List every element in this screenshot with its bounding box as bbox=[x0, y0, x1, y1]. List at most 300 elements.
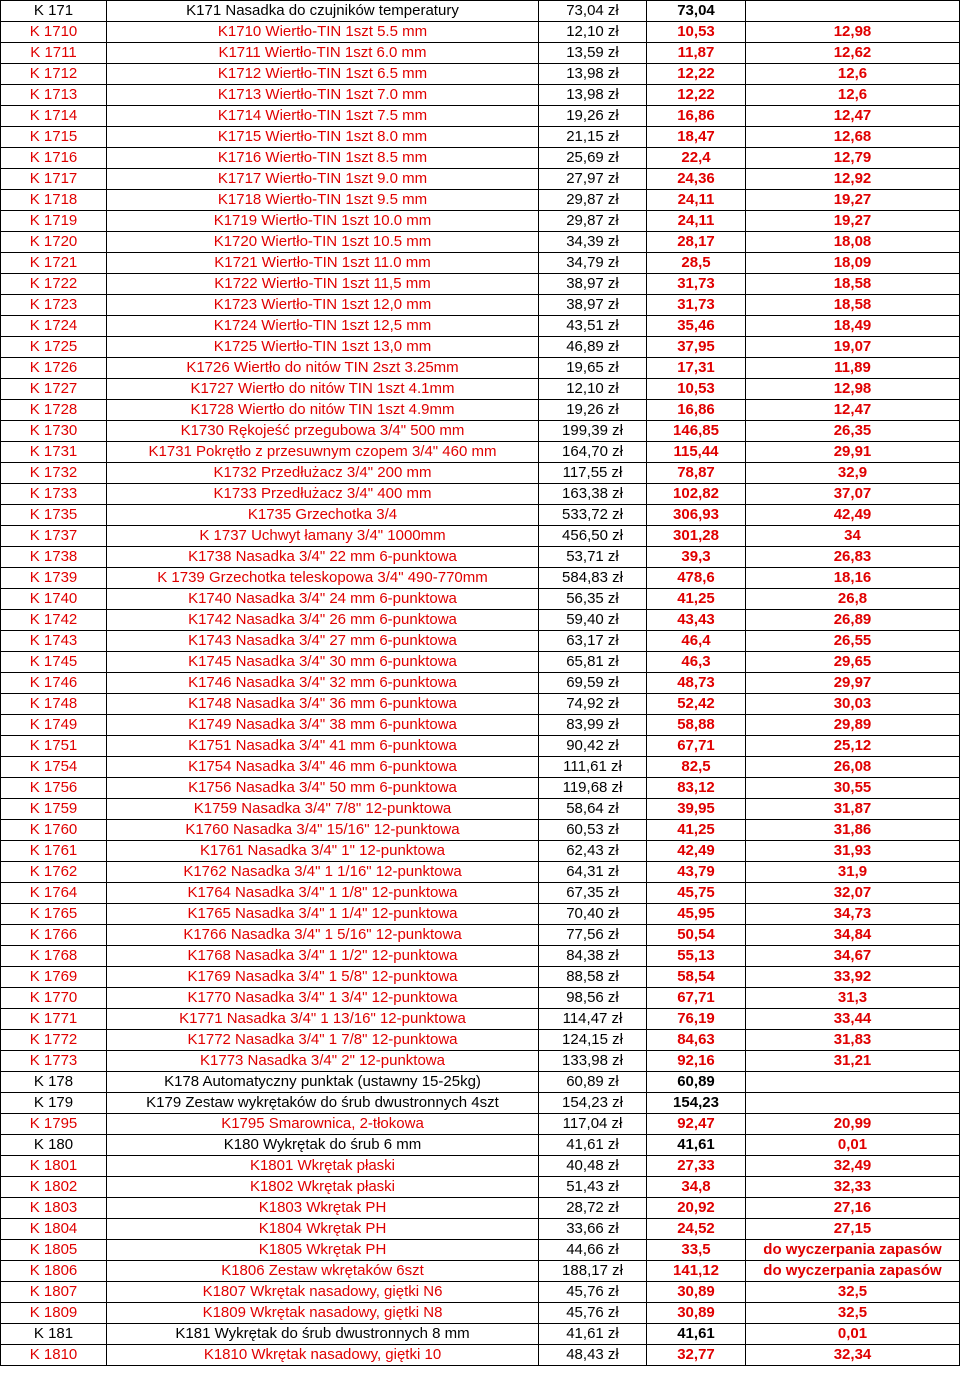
net-price-cell: 12,22 bbox=[647, 85, 746, 106]
net-price-cell: 58,54 bbox=[647, 967, 746, 988]
product-code-cell: K 1760 bbox=[1, 820, 107, 841]
table-row bbox=[1, 1030, 960, 1051]
product-code-cell: K 1727 bbox=[1, 379, 107, 400]
discount-cell: 12,98 bbox=[746, 22, 960, 43]
table-row bbox=[1, 526, 960, 547]
table-row bbox=[1, 1198, 960, 1219]
net-price-cell: 28,17 bbox=[647, 232, 746, 253]
product-name-cell: K 1739 Grzechotka teleskopowa 3/4" 490-770mm bbox=[107, 568, 539, 589]
discount-cell: 18,49 bbox=[746, 316, 960, 337]
product-name-cell: K1726 Wiertło do nitów TIN 2szt 3.25mm bbox=[107, 358, 539, 379]
list-price-cell: 13,59 zł bbox=[539, 43, 647, 64]
product-name-cell: K1805 Wkrętak PH bbox=[107, 1240, 539, 1261]
list-price-cell: 21,15 zł bbox=[539, 127, 647, 148]
product-name-cell: K1795 Smarownica, 2-tłokowa bbox=[107, 1114, 539, 1135]
product-code-cell: K 1721 bbox=[1, 253, 107, 274]
product-code-cell: K 1710 bbox=[1, 22, 107, 43]
net-price-cell: 43,79 bbox=[647, 862, 746, 883]
net-price-cell: 82,5 bbox=[647, 757, 746, 778]
net-price-cell: 10,53 bbox=[647, 379, 746, 400]
list-price-cell: 45,76 zł bbox=[539, 1303, 647, 1324]
table-row bbox=[1, 946, 960, 967]
product-name-cell: K1771 Nasadka 3/4" 1 13/16" 12-punktowa bbox=[107, 1009, 539, 1030]
net-price-cell: 84,63 bbox=[647, 1030, 746, 1051]
product-code-cell: K 1809 bbox=[1, 1303, 107, 1324]
discount-cell: 37,07 bbox=[746, 484, 960, 505]
table-row bbox=[1, 799, 960, 820]
net-price-cell: 32,77 bbox=[647, 1345, 746, 1366]
product-code-cell: K 1737 bbox=[1, 526, 107, 547]
table-row bbox=[1, 547, 960, 568]
list-price-cell: 12,10 zł bbox=[539, 22, 647, 43]
list-price-cell: 56,35 zł bbox=[539, 589, 647, 610]
product-code-cell: K 180 bbox=[1, 1135, 107, 1156]
table-row bbox=[1, 988, 960, 1009]
net-price-cell: 41,61 bbox=[647, 1135, 746, 1156]
product-code-cell: K 1738 bbox=[1, 547, 107, 568]
net-price-cell: 24,11 bbox=[647, 190, 746, 211]
list-price-cell: 119,68 zł bbox=[539, 778, 647, 799]
table-row bbox=[1, 925, 960, 946]
product-name-cell: K1719 Wiertło-TIN 1szt 10.0 mm bbox=[107, 211, 539, 232]
product-name-cell: K1749 Nasadka 3/4" 38 mm 6-punktowa bbox=[107, 715, 539, 736]
table-row bbox=[1, 967, 960, 988]
product-code-cell: K 1726 bbox=[1, 358, 107, 379]
list-price-cell: 45,76 zł bbox=[539, 1282, 647, 1303]
discount-cell: 12,68 bbox=[746, 127, 960, 148]
product-code-cell: K 1743 bbox=[1, 631, 107, 652]
list-price-cell: 62,43 zł bbox=[539, 841, 647, 862]
net-price-cell: 11,87 bbox=[647, 43, 746, 64]
table-row bbox=[1, 589, 960, 610]
discount-cell bbox=[746, 1072, 960, 1093]
list-price-cell: 69,59 zł bbox=[539, 673, 647, 694]
net-price-cell: 33,5 bbox=[647, 1240, 746, 1261]
discount-cell: 26,55 bbox=[746, 631, 960, 652]
product-name-cell: K1769 Nasadka 3/4" 1 5/8" 12-punktowa bbox=[107, 967, 539, 988]
list-price-cell: 111,61 zł bbox=[539, 757, 647, 778]
product-name-cell: K1745 Nasadka 3/4" 30 mm 6-punktowa bbox=[107, 652, 539, 673]
product-name-cell: K1710 Wiertło-TIN 1szt 5.5 mm bbox=[107, 22, 539, 43]
table-row bbox=[1, 631, 960, 652]
table-row bbox=[1, 568, 960, 589]
discount-cell: 31,9 bbox=[746, 862, 960, 883]
table-row bbox=[1, 232, 960, 253]
discount-cell: do wyczerpania zapasów bbox=[746, 1240, 960, 1261]
product-name-cell: K1748 Nasadka 3/4" 36 mm 6-punktowa bbox=[107, 694, 539, 715]
discount-cell: 12,47 bbox=[746, 106, 960, 127]
net-price-cell: 42,49 bbox=[647, 841, 746, 862]
product-name-cell: K1718 Wiertło-TIN 1szt 9.5 mm bbox=[107, 190, 539, 211]
net-price-cell: 39,95 bbox=[647, 799, 746, 820]
net-price-cell: 20,92 bbox=[647, 1198, 746, 1219]
discount-cell: 34,84 bbox=[746, 925, 960, 946]
list-price-cell: 34,79 zł bbox=[539, 253, 647, 274]
product-code-cell: K 1762 bbox=[1, 862, 107, 883]
list-price-cell: 533,72 zł bbox=[539, 505, 647, 526]
list-price-cell: 90,42 zł bbox=[539, 736, 647, 757]
product-code-cell: K 1720 bbox=[1, 232, 107, 253]
product-code-cell: K 1725 bbox=[1, 337, 107, 358]
product-name-cell: K171 Nasadka do czujników temperatury bbox=[107, 1, 539, 22]
table-row bbox=[1, 1261, 960, 1282]
discount-cell: 34,73 bbox=[746, 904, 960, 925]
list-price-cell: 59,40 zł bbox=[539, 610, 647, 631]
net-price-cell: 46,3 bbox=[647, 652, 746, 673]
product-code-cell: K 1771 bbox=[1, 1009, 107, 1030]
table-row bbox=[1, 316, 960, 337]
list-price-cell: 29,87 zł bbox=[539, 211, 647, 232]
net-price-cell: 45,75 bbox=[647, 883, 746, 904]
discount-cell: 32,9 bbox=[746, 463, 960, 484]
net-price-cell: 154,23 bbox=[647, 1093, 746, 1114]
product-code-cell: K 1772 bbox=[1, 1030, 107, 1051]
net-price-cell: 78,87 bbox=[647, 463, 746, 484]
discount-cell: 12,6 bbox=[746, 64, 960, 85]
discount-cell: do wyczerpania zapasów bbox=[746, 1261, 960, 1282]
net-price-cell: 39,3 bbox=[647, 547, 746, 568]
product-name-cell: K1722 Wiertło-TIN 1szt 11,5 mm bbox=[107, 274, 539, 295]
discount-cell: 33,44 bbox=[746, 1009, 960, 1030]
table-row bbox=[1, 148, 960, 169]
discount-cell: 27,15 bbox=[746, 1219, 960, 1240]
table-row bbox=[1, 736, 960, 757]
net-price-cell: 31,73 bbox=[647, 295, 746, 316]
list-price-cell: 38,97 zł bbox=[539, 274, 647, 295]
discount-cell: 29,65 bbox=[746, 652, 960, 673]
product-code-cell: K 1745 bbox=[1, 652, 107, 673]
product-code-cell: K 1733 bbox=[1, 484, 107, 505]
product-code-cell: K 1722 bbox=[1, 274, 107, 295]
table-row bbox=[1, 190, 960, 211]
product-code-cell: K 1768 bbox=[1, 946, 107, 967]
net-price-cell: 16,86 bbox=[647, 400, 746, 421]
list-price-cell: 43,51 zł bbox=[539, 316, 647, 337]
product-code-cell: K 1711 bbox=[1, 43, 107, 64]
net-price-cell: 12,22 bbox=[647, 64, 746, 85]
list-price-cell: 584,83 zł bbox=[539, 568, 647, 589]
net-price-cell: 52,42 bbox=[647, 694, 746, 715]
net-price-cell: 35,46 bbox=[647, 316, 746, 337]
list-price-cell: 77,56 zł bbox=[539, 925, 647, 946]
net-price-cell: 92,16 bbox=[647, 1051, 746, 1072]
product-code-cell: K 1748 bbox=[1, 694, 107, 715]
list-price-cell: 41,61 zł bbox=[539, 1324, 647, 1345]
product-code-cell: K 1716 bbox=[1, 148, 107, 169]
discount-cell bbox=[746, 1093, 960, 1114]
table-row bbox=[1, 1156, 960, 1177]
discount-cell: 42,49 bbox=[746, 505, 960, 526]
discount-cell bbox=[746, 1, 960, 22]
table-row bbox=[1, 1051, 960, 1072]
product-name-cell: K1759 Nasadka 3/4" 7/8" 12-punktowa bbox=[107, 799, 539, 820]
product-name-cell: K1711 Wiertło-TIN 1szt 6.0 mm bbox=[107, 43, 539, 64]
table-row bbox=[1, 358, 960, 379]
list-price-cell: 13,98 zł bbox=[539, 85, 647, 106]
product-name-cell: K1754 Nasadka 3/4" 46 mm 6-punktowa bbox=[107, 757, 539, 778]
table-row bbox=[1, 1072, 960, 1093]
table-row bbox=[1, 715, 960, 736]
list-price-cell: 53,71 zł bbox=[539, 547, 647, 568]
product-name-cell: K1720 Wiertło-TIN 1szt 10.5 mm bbox=[107, 232, 539, 253]
discount-cell: 32,07 bbox=[746, 883, 960, 904]
table-row bbox=[1, 169, 960, 190]
product-name-cell: K1803 Wkrętak PH bbox=[107, 1198, 539, 1219]
product-name-cell: K1716 Wiertło-TIN 1szt 8.5 mm bbox=[107, 148, 539, 169]
discount-cell: 26,83 bbox=[746, 547, 960, 568]
net-price-cell: 46,4 bbox=[647, 631, 746, 652]
discount-cell: 31,3 bbox=[746, 988, 960, 1009]
net-price-cell: 41,25 bbox=[647, 589, 746, 610]
list-price-cell: 124,15 zł bbox=[539, 1030, 647, 1051]
table-row bbox=[1, 1219, 960, 1240]
net-price-cell: 115,44 bbox=[647, 442, 746, 463]
product-code-cell: K 1742 bbox=[1, 610, 107, 631]
list-price-cell: 63,17 zł bbox=[539, 631, 647, 652]
product-name-cell: K181 Wykrętak do śrub dwustronnych 8 mm bbox=[107, 1324, 539, 1345]
product-code-cell: K 1735 bbox=[1, 505, 107, 526]
product-name-cell: K1725 Wiertło-TIN 1szt 13,0 mm bbox=[107, 337, 539, 358]
product-code-cell: K 1769 bbox=[1, 967, 107, 988]
list-price-cell: 19,26 zł bbox=[539, 106, 647, 127]
net-price-cell: 92,47 bbox=[647, 1114, 746, 1135]
net-price-cell: 30,89 bbox=[647, 1282, 746, 1303]
discount-cell: 32,5 bbox=[746, 1303, 960, 1324]
list-price-cell: 34,39 zł bbox=[539, 232, 647, 253]
discount-cell: 31,83 bbox=[746, 1030, 960, 1051]
product-name-cell: K1738 Nasadka 3/4" 22 mm 6-punktowa bbox=[107, 547, 539, 568]
discount-cell: 32,33 bbox=[746, 1177, 960, 1198]
table-row bbox=[1, 1135, 960, 1156]
product-code-cell: K 1715 bbox=[1, 127, 107, 148]
product-name-cell: K1714 Wiertło-TIN 1szt 7.5 mm bbox=[107, 106, 539, 127]
product-name-cell: K1801 Wkrętak płaski bbox=[107, 1156, 539, 1177]
net-price-cell: 67,71 bbox=[647, 988, 746, 1009]
net-price-cell: 60,89 bbox=[647, 1072, 746, 1093]
table-body bbox=[1, 1, 960, 1366]
net-price-cell: 27,33 bbox=[647, 1156, 746, 1177]
net-price-cell: 10,53 bbox=[647, 22, 746, 43]
product-code-cell: K 1806 bbox=[1, 1261, 107, 1282]
net-price-cell: 30,89 bbox=[647, 1303, 746, 1324]
product-name-cell: K1807 Wkrętak nasadowy, giętki N6 bbox=[107, 1282, 539, 1303]
list-price-cell: 64,31 zł bbox=[539, 862, 647, 883]
discount-cell: 19,27 bbox=[746, 190, 960, 211]
table-row bbox=[1, 652, 960, 673]
table-row bbox=[1, 841, 960, 862]
table-row bbox=[1, 673, 960, 694]
product-name-cell: K1804 Wkrętak PH bbox=[107, 1219, 539, 1240]
list-price-cell: 117,04 zł bbox=[539, 1114, 647, 1135]
discount-cell: 20,99 bbox=[746, 1114, 960, 1135]
discount-cell: 32,49 bbox=[746, 1156, 960, 1177]
product-name-cell: K1806 Zestaw wkrętaków 6szt bbox=[107, 1261, 539, 1282]
discount-cell: 31,87 bbox=[746, 799, 960, 820]
product-name-cell: K180 Wykrętak do śrub 6 mm bbox=[107, 1135, 539, 1156]
net-price-cell: 478,6 bbox=[647, 568, 746, 589]
list-price-cell: 28,72 zł bbox=[539, 1198, 647, 1219]
table-row bbox=[1, 1009, 960, 1030]
product-code-cell: K 1718 bbox=[1, 190, 107, 211]
product-name-cell: K1773 Nasadka 3/4" 2" 12-punktowa bbox=[107, 1051, 539, 1072]
product-name-cell: K1746 Nasadka 3/4" 32 mm 6-punktowa bbox=[107, 673, 539, 694]
product-name-cell: K1728 Wiertło do nitów TIN 1szt 4.9mm bbox=[107, 400, 539, 421]
list-price-cell: 46,89 zł bbox=[539, 337, 647, 358]
discount-cell: 18,16 bbox=[746, 568, 960, 589]
product-code-cell: K 1730 bbox=[1, 421, 107, 442]
product-name-cell: K1733 Przedłużacz 3/4" 400 mm bbox=[107, 484, 539, 505]
discount-cell: 31,21 bbox=[746, 1051, 960, 1072]
product-code-cell: K 1717 bbox=[1, 169, 107, 190]
product-name-cell: K1727 Wiertło do nitów TIN 1szt 4.1mm bbox=[107, 379, 539, 400]
product-name-cell: K179 Zestaw wykrętaków do śrub dwustronnych 4szt bbox=[107, 1093, 539, 1114]
product-code-cell: K 179 bbox=[1, 1093, 107, 1114]
product-code-cell: K 1746 bbox=[1, 673, 107, 694]
net-price-cell: 55,13 bbox=[647, 946, 746, 967]
discount-cell: 26,8 bbox=[746, 589, 960, 610]
list-price-cell: 60,53 zł bbox=[539, 820, 647, 841]
discount-cell: 18,09 bbox=[746, 253, 960, 274]
list-price-cell: 74,92 zł bbox=[539, 694, 647, 715]
product-name-cell: K1732 Przedłużacz 3/4" 200 mm bbox=[107, 463, 539, 484]
product-name-cell: K1715 Wiertło-TIN 1szt 8.0 mm bbox=[107, 127, 539, 148]
product-code-cell: K 1723 bbox=[1, 295, 107, 316]
product-name-cell: K1765 Nasadka 3/4" 1 1/4" 12-punktowa bbox=[107, 904, 539, 925]
table-row bbox=[1, 463, 960, 484]
list-price-cell: 164,70 zł bbox=[539, 442, 647, 463]
product-code-cell: K 1773 bbox=[1, 1051, 107, 1072]
net-price-cell: 58,88 bbox=[647, 715, 746, 736]
product-name-cell: K1713 Wiertło-TIN 1szt 7.0 mm bbox=[107, 85, 539, 106]
table-row bbox=[1, 421, 960, 442]
list-price-cell: 41,61 zł bbox=[539, 1135, 647, 1156]
net-price-cell: 45,95 bbox=[647, 904, 746, 925]
table-row bbox=[1, 1282, 960, 1303]
list-price-cell: 456,50 zł bbox=[539, 526, 647, 547]
list-price-cell: 60,89 zł bbox=[539, 1072, 647, 1093]
table-row bbox=[1, 1345, 960, 1366]
discount-cell: 25,12 bbox=[746, 736, 960, 757]
discount-cell: 12,6 bbox=[746, 85, 960, 106]
discount-cell: 29,97 bbox=[746, 673, 960, 694]
list-price-cell: 48,43 zł bbox=[539, 1345, 647, 1366]
table-row bbox=[1, 1303, 960, 1324]
product-code-cell: K 1749 bbox=[1, 715, 107, 736]
table-row bbox=[1, 274, 960, 295]
list-price-cell: 44,66 zł bbox=[539, 1240, 647, 1261]
discount-cell: 29,91 bbox=[746, 442, 960, 463]
product-code-cell: K 1770 bbox=[1, 988, 107, 1009]
product-name-cell: K1756 Nasadka 3/4" 50 mm 6-punktowa bbox=[107, 778, 539, 799]
table-row bbox=[1, 211, 960, 232]
net-price-cell: 48,73 bbox=[647, 673, 746, 694]
list-price-cell: 33,66 zł bbox=[539, 1219, 647, 1240]
table-row bbox=[1, 379, 960, 400]
net-price-cell: 41,25 bbox=[647, 820, 746, 841]
product-name-cell: K1760 Nasadka 3/4" 15/16" 12-punktowa bbox=[107, 820, 539, 841]
table-row bbox=[1, 778, 960, 799]
product-name-cell: K1809 Wkrętak nasadowy, giętki N8 bbox=[107, 1303, 539, 1324]
net-price-cell: 24,52 bbox=[647, 1219, 746, 1240]
product-code-cell: K 1795 bbox=[1, 1114, 107, 1135]
discount-cell: 12,47 bbox=[746, 400, 960, 421]
table-row bbox=[1, 1114, 960, 1135]
list-price-cell: 13,98 zł bbox=[539, 64, 647, 85]
discount-cell: 31,86 bbox=[746, 820, 960, 841]
product-code-cell: K 1739 bbox=[1, 568, 107, 589]
discount-cell: 12,92 bbox=[746, 169, 960, 190]
product-code-cell: K 1803 bbox=[1, 1198, 107, 1219]
net-price-cell: 22,4 bbox=[647, 148, 746, 169]
table-row bbox=[1, 295, 960, 316]
product-name-cell: K1724 Wiertło-TIN 1szt 12,5 mm bbox=[107, 316, 539, 337]
discount-cell: 27,16 bbox=[746, 1198, 960, 1219]
table-row bbox=[1, 1, 960, 22]
list-price-cell: 25,69 zł bbox=[539, 148, 647, 169]
product-code-cell: K 1802 bbox=[1, 1177, 107, 1198]
net-price-cell: 67,71 bbox=[647, 736, 746, 757]
discount-cell: 18,08 bbox=[746, 232, 960, 253]
product-name-cell: K1764 Nasadka 3/4" 1 1/8" 12-punktowa bbox=[107, 883, 539, 904]
net-price-cell: 24,36 bbox=[647, 169, 746, 190]
product-name-cell: K1723 Wiertło-TIN 1szt 12,0 mm bbox=[107, 295, 539, 316]
net-price-cell: 31,73 bbox=[647, 274, 746, 295]
list-price-cell: 163,38 zł bbox=[539, 484, 647, 505]
net-price-cell: 24,11 bbox=[647, 211, 746, 232]
product-name-cell: K178 Automatyczny punktak (ustawny 15-25kg) bbox=[107, 1072, 539, 1093]
product-code-cell: K 1731 bbox=[1, 442, 107, 463]
net-price-cell: 73,04 bbox=[647, 1, 746, 22]
discount-cell: 32,5 bbox=[746, 1282, 960, 1303]
product-name-cell: K1751 Nasadka 3/4" 41 mm 6-punktowa bbox=[107, 736, 539, 757]
product-name-cell: K1743 Nasadka 3/4" 27 mm 6-punktowa bbox=[107, 631, 539, 652]
discount-cell: 12,62 bbox=[746, 43, 960, 64]
table-row bbox=[1, 484, 960, 505]
product-code-cell: K 178 bbox=[1, 1072, 107, 1093]
discount-cell: 0,01 bbox=[746, 1324, 960, 1345]
list-price-cell: 98,56 zł bbox=[539, 988, 647, 1009]
product-code-cell: K 181 bbox=[1, 1324, 107, 1345]
list-price-cell: 40,48 zł bbox=[539, 1156, 647, 1177]
list-price-cell: 27,97 zł bbox=[539, 169, 647, 190]
list-price-cell: 83,99 zł bbox=[539, 715, 647, 736]
net-price-cell: 76,19 bbox=[647, 1009, 746, 1030]
table-row bbox=[1, 820, 960, 841]
product-code-cell: K 171 bbox=[1, 1, 107, 22]
list-price-cell: 67,35 zł bbox=[539, 883, 647, 904]
list-price-cell: 65,81 zł bbox=[539, 652, 647, 673]
product-code-cell: K 1801 bbox=[1, 1156, 107, 1177]
product-name-cell: K1802 Wkrętak płaski bbox=[107, 1177, 539, 1198]
list-price-cell: 73,04 zł bbox=[539, 1, 647, 22]
table-row bbox=[1, 883, 960, 904]
discount-cell: 19,07 bbox=[746, 337, 960, 358]
product-name-cell: K1768 Nasadka 3/4" 1 1/2" 12-punktowa bbox=[107, 946, 539, 967]
product-name-cell: K1772 Nasadka 3/4" 1 7/8" 12-punktowa bbox=[107, 1030, 539, 1051]
net-price-cell: 50,54 bbox=[647, 925, 746, 946]
net-price-cell: 102,82 bbox=[647, 484, 746, 505]
discount-cell: 26,35 bbox=[746, 421, 960, 442]
product-code-cell: K 1761 bbox=[1, 841, 107, 862]
net-price-cell: 34,8 bbox=[647, 1177, 746, 1198]
discount-cell: 29,89 bbox=[746, 715, 960, 736]
product-name-cell: K1770 Nasadka 3/4" 1 3/4" 12-punktowa bbox=[107, 988, 539, 1009]
product-name-cell: K1742 Nasadka 3/4" 26 mm 6-punktowa bbox=[107, 610, 539, 631]
table-row bbox=[1, 1324, 960, 1345]
list-price-cell: 19,65 zł bbox=[539, 358, 647, 379]
product-code-cell: K 1740 bbox=[1, 589, 107, 610]
discount-cell: 30,03 bbox=[746, 694, 960, 715]
